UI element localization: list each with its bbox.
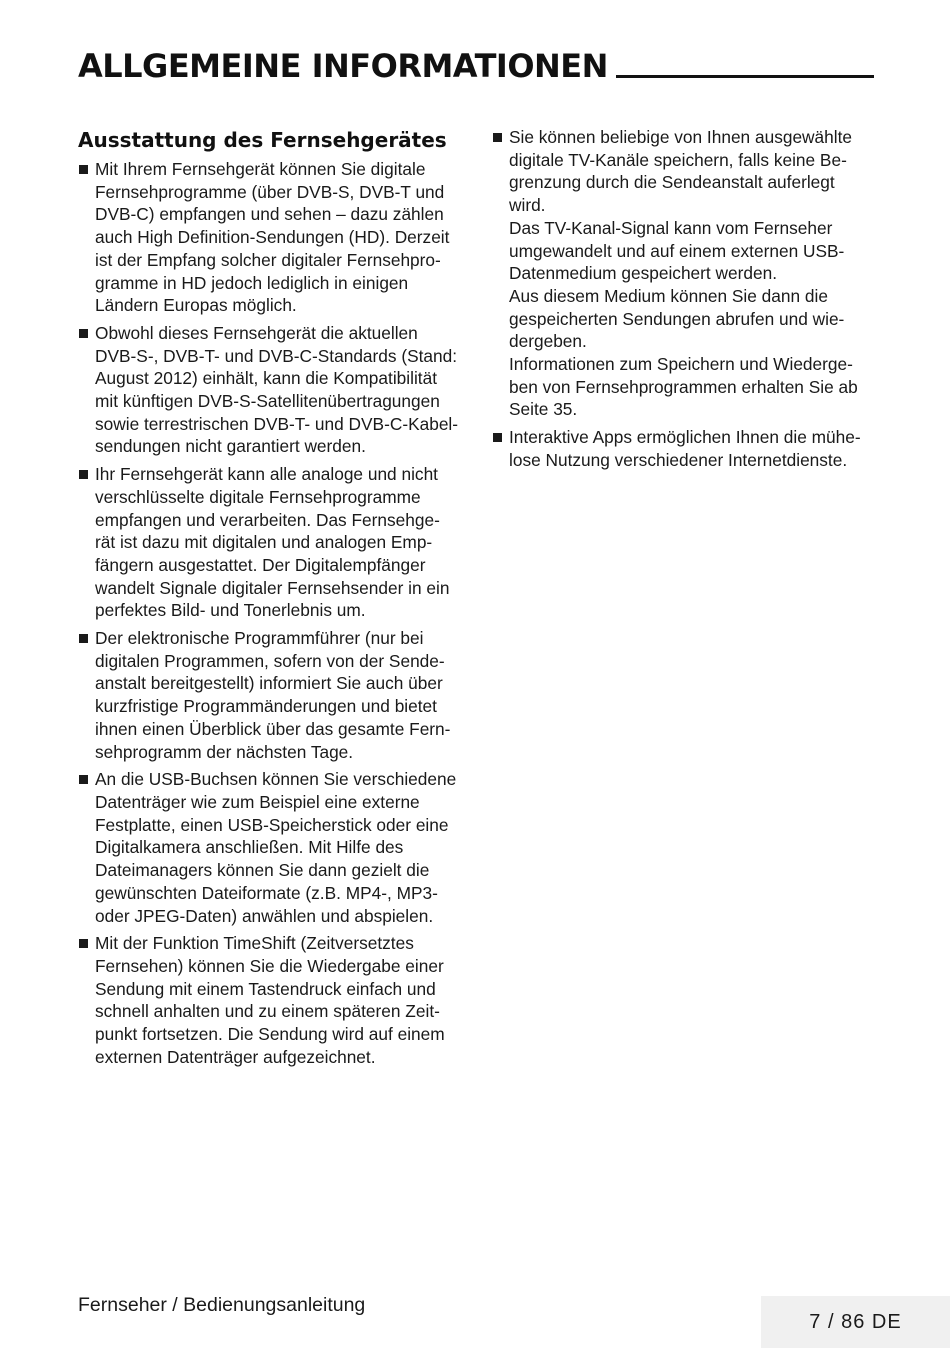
list-item-paragraph: Informationen zum Speichern und Wiederge- ben von Fernsehprogrammen erhalten Sie ab Seite 35. bbox=[509, 354, 858, 420]
square-bullet-icon bbox=[79, 470, 88, 479]
square-bullet-icon bbox=[79, 775, 88, 784]
section-heading: Ausstattung des Fernsehgerätes bbox=[78, 128, 447, 152]
list-item-paragraph: Interaktive Apps ermöglichen Ihnen die mühe- lose Nutzung verschiedener Internetdienste. bbox=[509, 427, 861, 470]
list-item bbox=[492, 426, 876, 471]
feature-list bbox=[78, 158, 462, 1068]
footer-document-title: Fernseher / Bedienungsanleitung bbox=[78, 1294, 366, 1316]
list-item-text: Mit der Funktion TimeShift (Zeitversetztes Fernsehen) können Sie die Wiedergabe einer Sendung mit einem Tastendruck einfach und schnell anhalten und zu einem späteren Zeit- punkt fortsetzen. Die Sendung wird auf einem externen Datenträger aufgezeichnet. bbox=[95, 933, 445, 1067]
list-item-text: Obwohl dieses Fernsehgerät die aktuellen DVB-S-, DVB-T- und DVB-C-Standards (Stand: August 2012) einhält, kann die Kompatibilität mit künftigen DVB-S-Satellitenübertragungen sowie terrestrischen DVB-T- und DVB-C-Kabel- sendungen nicht garantiert werden. bbox=[95, 322, 459, 457]
list-item-text: Mit Ihrem Fernsehgerät können Sie digitale Fernsehprogramme (über DVB-S, DVB-T und DVB-C) empfangen und sehen – dazu zählen auch High Definition-Sendungen (HD). Derzeit ist der Empfang solcher digitaler Fernsehpro- gramme in HD jedoch lediglich in einigen Ländern Europas möglich. bbox=[95, 159, 450, 316]
feature-list bbox=[492, 126, 876, 472]
list-item bbox=[78, 463, 462, 622]
list-item-text: Ihr Fernsehgerät kann alle analoge und nicht verschlüsselte digitale Fernsehprogramme empfangen und verarbeiten. Das Fernsehge- rät ist dazu mit digitalen und analogen Emp- fängern ausgestattet. Der Digitalempfänger wandelt Signale digitaler Fernsehsender in ein perfektes Bild- und Tonerlebnis um. bbox=[95, 464, 450, 621]
square-bullet-icon bbox=[493, 133, 502, 142]
square-bullet-icon bbox=[79, 165, 88, 174]
list-item-paragraph: Das TV-Kanal-Signal kann vom Fernseher umgewandelt und auf einem externen USB- Datenmedium gespeichert werden. bbox=[509, 217, 845, 284]
square-bullet-icon bbox=[79, 634, 88, 643]
page-number: 7 / 86 DE bbox=[761, 1296, 950, 1348]
list-item-paragraph: Sie können beliebige von Ihnen ausgewählte digitale TV-Kanäle speichern, falls keine Be- grenzung durch die Sendeanstalt auferlegt wird. bbox=[509, 127, 853, 216]
square-bullet-icon bbox=[79, 329, 88, 338]
list-item bbox=[78, 158, 462, 317]
list-item bbox=[78, 932, 462, 1068]
list-item bbox=[78, 627, 462, 763]
list-item-text: An die USB-Buchsen können Sie verschiedene Datenträger wie zum Beispiel eine externe Festplatte, einen USB-Speicherstick oder eine Digitalkamera anschließen. Mit Hilfe des Dateimanagers können Sie dann gezielt die gewünschten Dateiformate (z.B. MP4-, MP3- oder JPEG-Daten) anwählen und abspielen. bbox=[95, 769, 457, 926]
list-item bbox=[78, 768, 462, 927]
left-column bbox=[78, 126, 462, 1073]
square-bullet-icon bbox=[79, 939, 88, 948]
right-column bbox=[492, 126, 876, 477]
list-item bbox=[492, 126, 876, 421]
title-rule bbox=[616, 75, 874, 78]
page-header bbox=[78, 46, 874, 86]
list-item-text: Der elektronische Programmführer (nur bei digitalen Programmen, sofern von der Sende- anstalt bereitgestellt) informiert Sie auch über kurzfristige Programmänderungen und bietet ihnen einen Überblick über das gesamte Fern- sehprogramm der nächsten Tage. bbox=[95, 628, 451, 762]
square-bullet-icon bbox=[493, 433, 502, 442]
list-item bbox=[78, 322, 462, 458]
page-title: ALLGEMEINE INFORMATIONEN bbox=[78, 47, 608, 85]
list-item-paragraph: Aus diesem Medium können Sie dann die gespeicherten Sendungen abrufen und wie- dergeben. bbox=[509, 285, 845, 352]
